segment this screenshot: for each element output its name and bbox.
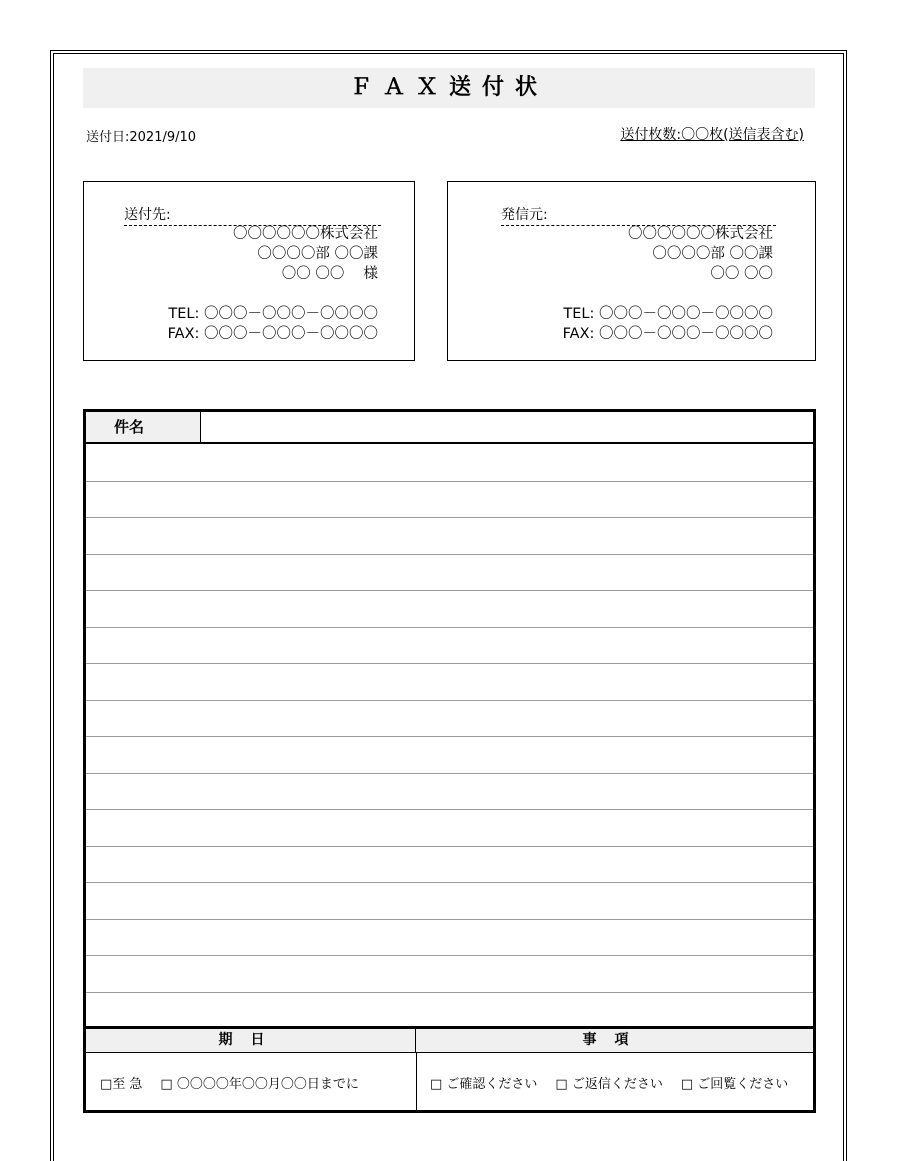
matters-header: 事項 — [416, 1029, 813, 1053]
due-header: 期日 — [86, 1029, 416, 1053]
ruled-line — [86, 882, 813, 883]
recipient-box — [83, 181, 415, 361]
recipient-fax-label: FAX: — [167, 326, 200, 342]
by-date-checkbox[interactable]: □ 〇〇〇〇年〇〇月〇〇日までに — [160, 1077, 359, 1092]
send-pages: 送付枚数:〇〇枚(送信表含む) — [620, 127, 804, 143]
recipient-contact — [151, 304, 378, 344]
sender-tel-label: TEL: — [563, 306, 595, 322]
recipient-dept: 〇〇〇〇部 〇〇課 — [257, 246, 378, 262]
recipient-label: 送付先: — [124, 204, 381, 226]
matters-options — [430, 1073, 788, 1092]
sender-label: 発信元: — [501, 204, 776, 226]
ruled-line — [86, 590, 813, 591]
confirm-checkbox[interactable]: □ ご確認ください — [430, 1077, 538, 1092]
recipient-address — [233, 224, 378, 284]
ruled-line — [86, 919, 813, 920]
ruled-line — [86, 481, 813, 482]
ruled-line — [86, 700, 813, 701]
sender-address — [628, 224, 773, 284]
sender-fax-label: FAX: — [562, 326, 595, 342]
footer-divider — [416, 1053, 417, 1113]
recipient-fax: 〇〇〇－〇〇〇－〇〇〇〇 — [204, 326, 378, 342]
sender-tel: 〇〇〇－〇〇〇－〇〇〇〇 — [599, 306, 773, 322]
circulate-checkbox[interactable]: □ ご回覧ください — [680, 1077, 789, 1092]
footer-section — [86, 1026, 813, 1113]
sender-person: 〇〇 〇〇 — [710, 266, 773, 282]
recipient-tel: 〇〇〇－〇〇〇－〇〇〇〇 — [204, 306, 378, 322]
sender-box — [447, 181, 816, 361]
ruled-line — [86, 736, 813, 737]
ruled-line — [86, 846, 813, 847]
subject-field[interactable] — [202, 412, 813, 442]
message-table — [83, 409, 816, 1113]
subject-label: 件名 — [86, 412, 201, 442]
ruled-line — [86, 663, 813, 664]
due-options — [100, 1073, 359, 1092]
send-date: 送付日:2021/9/10 — [86, 130, 197, 145]
sender-contact — [546, 304, 773, 344]
sender-fax: 〇〇〇－〇〇〇－〇〇〇〇 — [599, 326, 773, 342]
ruled-line — [86, 992, 813, 993]
reply-checkbox[interactable]: □ ご返信ください — [555, 1077, 663, 1092]
recipient-tel-label: TEL: — [168, 306, 200, 322]
page-title: ＦＡＸ送付状 — [83, 68, 815, 108]
ruled-line — [86, 627, 813, 628]
sender-company: 〇〇〇〇〇〇株式会社 — [628, 226, 773, 242]
recipient-person: 〇〇 〇〇 様 — [281, 266, 378, 282]
urgent-checkbox[interactable]: □至 急 — [100, 1077, 143, 1092]
ruled-line — [86, 955, 813, 956]
recipient-company: 〇〇〇〇〇〇株式会社 — [233, 226, 378, 242]
ruled-line — [86, 554, 813, 555]
ruled-line — [86, 517, 813, 518]
message-body[interactable] — [86, 444, 813, 1028]
sender-dept: 〇〇〇〇部 〇〇課 — [652, 246, 773, 262]
ruled-line — [86, 809, 813, 810]
subject-row — [86, 412, 813, 444]
ruled-line — [86, 773, 813, 774]
